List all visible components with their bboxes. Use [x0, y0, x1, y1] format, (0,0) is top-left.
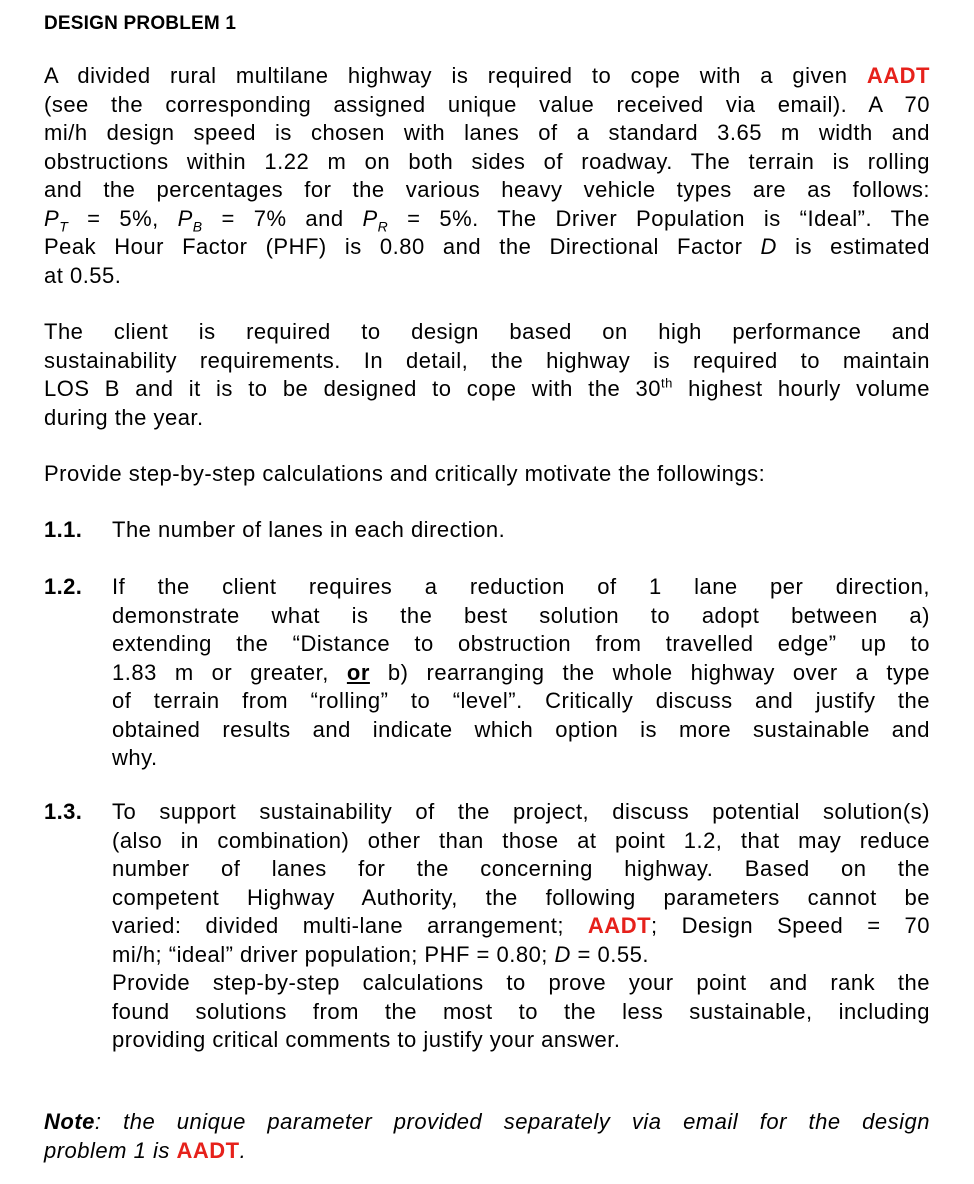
question-number: 1.2.: [44, 574, 83, 599]
aadt-highlight: AADT: [866, 63, 930, 88]
page-title: DESIGN PROBLEM 1: [44, 13, 237, 34]
intro-line-5: and the percentages for the various heavy vehicle types are as follows:: [44, 177, 930, 202]
intro-line-1: A divided rural multilane highway is required to cope with a given AADT: [44, 63, 930, 88]
client-paragraph: [44, 318, 930, 432]
client-line-1: The client is required to design based on high performance and: [44, 319, 930, 344]
instruction-text: Provide step-by-step calculations and critically motivate the followings:: [44, 461, 766, 486]
note-label: Note: [44, 1109, 95, 1134]
aadt-highlight: AADT: [587, 913, 652, 938]
intro-line-8: at 0.55.: [44, 262, 122, 288]
question-text: If the client requires a reduction of 1 lane per direction, demonstrate what is the best solution to adopt between a) extending the “Distance to obstruction from travelled edge” up to 1.83 m or greater, or b) rearranging the whole highway over a type of terrain from “rolling” to “level”. Critically discuss and justify the obtained results and indicate which option is more sustainable and why.: [112, 574, 931, 770]
intro-line-4: obstructions within 1.22 m on both sides of roadway. The terrain is rolling: [44, 148, 930, 174]
intro-line-7: Peak Hour Factor (PHF) is 0.80 and the Directional Factor D is estimated: [44, 234, 930, 259]
intro-paragraph: [44, 62, 930, 290]
intro-line-6: $P_T = 5\%$, $P_B = 7\%$ and $P_R = 5\%$. The Driver Population is “Ideal”. The: [44, 205, 930, 234]
note-paragraph: Note: the unique parameter provided separately via email for the design problem 1 is AADT.: [44, 1109, 930, 1163]
question-number: 1.1.: [44, 517, 83, 542]
question-text: To support sustainability of the project, discuss potential solution(s) (also in combination) other than those at point 1.2, that may reduce number of lanes for the concerning highway. Based on the competent Highway Authority, the following parameters cannot be varied: divided multi-lane arrangement; AADT; Design Speed = 70 mi/h; “ideal” driver population; PHF = 0.80; D = 0.55. Provide step-by-step calculations to prove your point and rank the found solutions from the most to the less sustainable, including providing critical comments to justify your answer.: [112, 799, 930, 1052]
client-line-2: sustainability requirements. In detail, the highway is required to maintain: [44, 347, 930, 373]
client-line-4: during the year.: [44, 404, 204, 430]
client-line-3: LOS B and it is to be designed to cope with the 30th highest hourly volume: [44, 375, 930, 401]
question-number: 1.3.: [44, 799, 83, 824]
intro-line-3: mi/h design speed is chosen with lanes of a standard 3.65 m width and: [44, 120, 930, 145]
aadt-highlight: AADT: [176, 1137, 240, 1163]
intro-line-2: (see the corresponding assigned unique value received via email). A 70: [44, 91, 930, 117]
question-text: The number of lanes in each direction.: [112, 517, 506, 542]
or-emphasis: or: [346, 659, 370, 685]
